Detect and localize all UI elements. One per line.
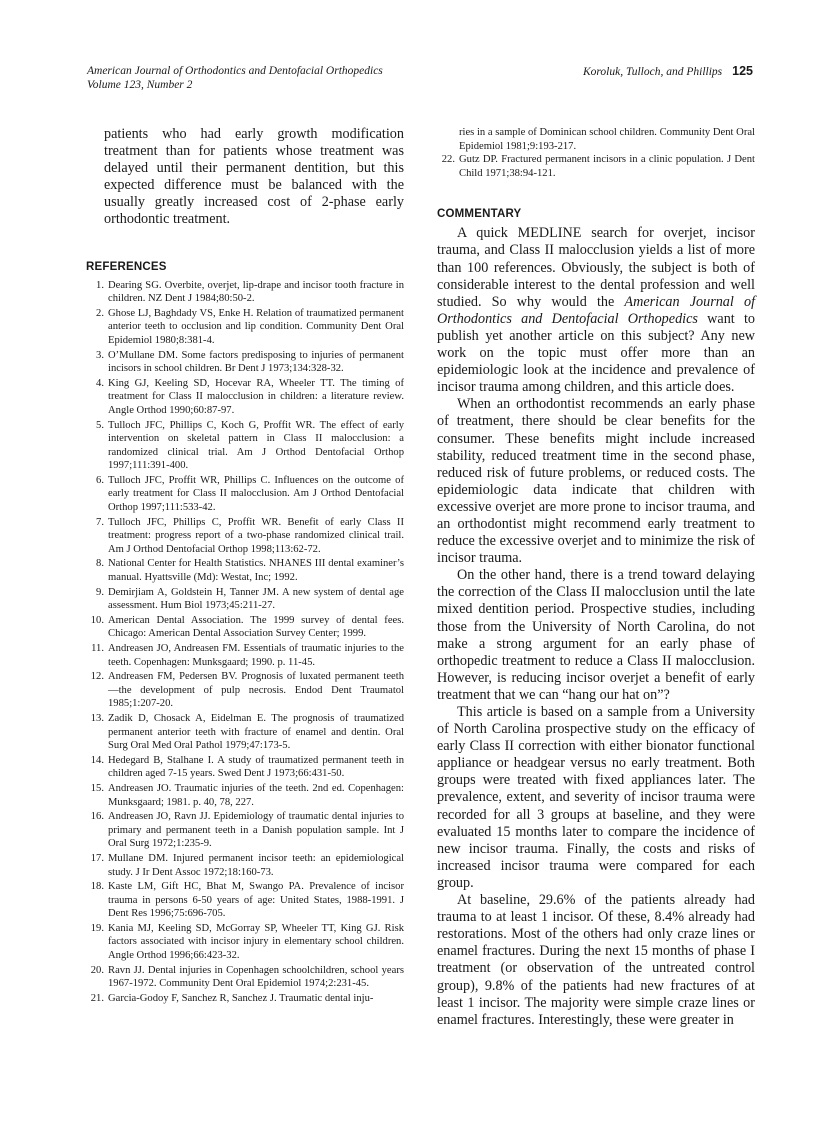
reference-number: 10. [90,614,104,626]
reference-item [86,782,404,809]
reference-item [86,557,404,584]
reference-text: Garcia-Godoy F, Sanchez R, Sanchez J. Traumatic dental inju- [108,992,374,1004]
commentary-heading: COMMENTARY [437,208,522,221]
left-column [86,126,404,1006]
reference-text: Kaste LM, Gift HC, Bhat M, Swango PA. Prevalence of incisor trauma in persons 6-50 years of age: United States, 1988-1991. J Dent Res 1996;75:696-705. [108,881,404,920]
commentary-paragraph-5: At baseline, 29.6% of the patients already had trauma to at least 1 incisor. Of these, 8.4% already had restorations. Most of the others had only craze lines or enamel fractures. During the next 15 months of phase I treatment (or observation of the untreated control group), 9.8% of the patients had new fractures of at least 1 incisor. The majority were simple craze lines or enamel fractures. Interestingly, these were greater in [437,892,755,1028]
reference-item [86,992,404,1006]
right-column [437,126,755,1029]
reference-text: Andreasen JO, Ravn JJ. Epidemiology of traumatic dental injuries to primary and permanent teeth in a Danish population sample. Int J Oral Surg 1972;1:235-9. [108,811,404,850]
reference-item [86,880,404,921]
reference-text: O’Mullane DM. Some factors predisposing to injuries of permanent incisors in school children. Br Dent J 1973;134:328-32. [108,349,404,375]
commentary-paragraph-2: When an orthodontist recommends an early phase of treatment, there should be clear benefits for the consumer. These benefits might include increased stability, reduced treatment time in the second phase, reduced risk of future problems, or reduced costs. The epidemiologic data indicate that children with excessive overjet are more prone to incisor trauma, and an orthodontist might recommend early treatment to reduce the excessive overjet and to minimize the risk of incisor trauma. [437,396,755,567]
page-number: 125 [732,64,753,78]
reference-text: Ghose LJ, Baghdady VS, Enke H. Relation of traumatized permanent anterior teeth to occlusion and lip condition. Community Dent Oral Epidemiol 1980;8:381-4. [108,307,404,346]
reference-text: King GJ, Keeling SD, Hocevar RA, Wheeler TT. The timing of treatment for Class II malocclusion in children: a literature review. Angle Orthod 1990;60:87-97. [108,377,404,416]
reference-number: 9. [96,586,104,598]
reference-item [86,377,404,418]
reference-number: 19. [90,922,104,934]
reference-number: 3. [96,349,104,361]
reference-text: Kania MJ, Keeling SD, McGorray SP, Wheeler TT, King GJ. Risk factors associated with incisor injury in elementary school children. Angle Orthod 1996;66:423-32. [108,922,404,962]
reference-text: Andreasen JO, Andreasen FM. Essentials of traumatic injuries to the teeth. Copenhagen: Munksgaard; 1990. p. 11-45. [108,643,404,668]
carryover-paragraph: patients who had early growth modification treatment than for patients whose treatment was delayed until their permanent dentition, but this expected difference must be balanced with the usually greatly increased cost of 2-phase early orthodontic treatment. [104,126,404,228]
reference-text: Andreasen JO. Traumatic injuries of the teeth. 2nd ed. Copenhagen: Munksgaard; 1981. p. 40, 78, 227. [108,782,404,808]
reference-number: 20. [90,964,104,976]
reference-item [86,474,404,515]
reference-item [437,153,755,180]
reference-item [86,964,404,991]
journal-name-italic: American Journal of Orthodontics and Dentofacial Orthopedics [437,293,756,327]
reference-text: Dearing SG. Overbite, overjet, lip-drape and incisor tooth fracture in children. NZ Dent J 1984;80:50-2. [108,279,404,305]
journal-title: American Journal of Orthodontics and Dentofacial Orthopedics [87,65,383,77]
reference-item [86,307,404,348]
reference-number: 8. [96,558,104,570]
reference-number: 21. [90,992,104,1004]
reference-text: Tulloch JFC, Proffit WR, Phillips C. Influences on the outcome of early treatment for Class II malocclusion. Am J Orthod Dentofacial Orthop 1997;111:533-42. [108,474,404,514]
reference-item [86,670,404,711]
reference-text: Gutz DP. Fractured permanent incisors in a clinic population. J Dent Child 1971;38:94-121. [459,154,755,179]
reference-item [86,419,404,473]
reference-text: American Dental Association. The 1999 survey of dental fees. Chicago: American Dental Association Survey Center; 1999. [108,614,404,640]
reference-text: Andreasen FM, Pedersen BV. Prognosis of luxated permanent teeth—the development of pulp necrosis. Endod Dent Traumatol 1985;1:207-20. [108,671,404,710]
reference-number: 12. [90,671,104,683]
running-head-right [583,64,753,79]
reference-number: 11. [91,643,104,654]
reference-number: 7. [96,516,104,528]
reference-number: 17. [90,852,104,864]
reference-number: 2. [96,307,104,319]
reference-item [86,642,404,669]
reference-item [86,516,404,557]
reference-number: 15. [90,782,104,794]
reference-text: Zadik D, Chosack A, Eidelman E. The prognosis of traumatized permanent anterior teeth with fracture of enamel and dentin. Oral Surg Oral Med Oral Pathol 1979;47:173-5. [108,712,404,752]
commentary-paragraph-4: This article is based on a sample from a University of North Carolina prospective study on the efficacy of early Class II correction with either bionator functional appliance or headgear versus no early treatment. Both groups were treated with fixed appliances later. The prevalence, extent, and severity of incisor trauma were recorded for all 3 groups at baseline, and they were evaluated 15 months later to compare the incidence of new incisor trauma. Finally, the costs and risks of increased incisor trauma were compared for each group. [437,704,755,891]
reference-number: 13. [90,712,104,724]
reference-text: National Center for Health Statistics. NHANES III dental examiner’s manual. Hyattsville (Md): Westat, Inc; 1992. [108,558,404,584]
reference-number: 6. [96,474,104,486]
article-authors: Koroluk, Tulloch, and Phillips [582,66,723,78]
reference-text: Ravn JJ. Dental injuries in Copenhagen schoolchildren, school years 1967-1972. Community Dent Oral Epidemiol 1974;2:231-45. [108,964,404,990]
reference-text: Demirjiam A, Goldstein H, Tanner JM. A new system of dental age assessment. Hum Biol 1973;45:211-27. [108,586,404,612]
reference-number: 5. [96,419,104,431]
reference-item [86,852,404,879]
reference-21-continuation: ries in a sample of Dominican school children. Community Dent Oral Epidemiol 1981;9:193-217. [459,127,755,152]
reference-item [86,810,404,851]
commentary-paragraph-1 [437,225,755,396]
reference-item [86,279,404,306]
reference-number: 16. [90,811,104,823]
reference-item [86,349,404,376]
paragraph-text: A quick MEDLINE search for overjet, incisor trauma, and Class II malocclusion yields a list of more than 100 references. Obviously, the subject is both of considerable interest to the dental profession and well studied. So why would the [437,225,755,310]
reference-item [86,922,404,963]
reference-number: 14. [90,754,104,766]
reference-text: Mullane DM. Injured permanent incisor teeth: an epidemiological study. J Ir Dent Assoc 1972;18:160-73. [108,852,404,878]
references-heading: REFERENCES [86,260,167,273]
reference-number: 1. [96,279,104,291]
reference-number: 18. [90,881,104,893]
reference-item [86,586,404,613]
journal-volume: Volume 123, Number 2 [87,79,193,91]
running-head-left [87,64,383,92]
commentary-paragraph-3: On the other hand, there is a trend toward delaying the correction of the Class II malocclusion until the late mixed dentition period. Prospective studies, including those from the University of North Carolina, do not make a strong argument for an early phase of orthopedic treatment to reduce a Class II malocclusion. However, is reducing incisor overjet a benefit of early treatment that we can “hang our hat on”? [437,567,755,703]
reference-item [86,754,404,781]
reference-number: 4. [96,377,104,389]
reference-text: Hedegard B, Stalhane I. A study of traumatized permanent teeth in children aged 7-15 years. Swed Dent J 1973;66:431-50. [108,754,404,780]
reference-text: Tulloch JFC, Phillips C, Koch G, Proffit WR. The effect of early intervention on skeletal pattern in Class II malocclusion: a randomized clinical trial. Am J Orthod Dentofacial Orthop 1997;111:391-400. [108,419,404,472]
paragraph-text: want to publish yet another article on this subject? Any new work on the topic must offer more than an epidemiologic look at the incidence and prevalence of incisor trauma among children, and this article does. [437,310,755,396]
reference-number: 22. [441,154,455,166]
reference-item [86,712,404,753]
references-list [86,279,404,1006]
reference-item [86,614,404,641]
reference-text: Tulloch JFC, Phillips C, Proffit WR. Benefit of early Class II treatment: progress report of a two-phase randomized clinical trail. Am J Orthod Dentofacial Orthop 1998;113:62-72. [108,516,404,555]
